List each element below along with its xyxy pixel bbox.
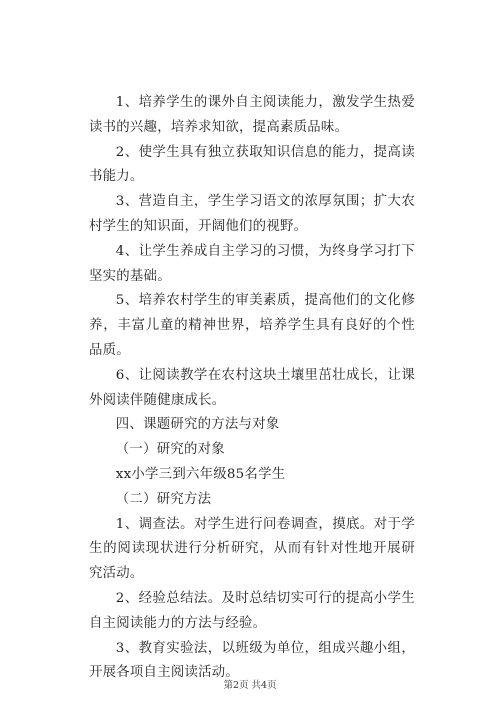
research-subjects-line: xx小学三到六年级85名学生	[115, 466, 286, 482]
subheading-research-methods: （二）研究方法	[115, 491, 212, 507]
method-paragraph-3: 3、教育实验法，以班级为单位，组成兴趣小组，开展各项自主阅读活动。	[89, 640, 415, 681]
goal-paragraph-1: 1、培养学生的课外自主阅读能力，激发学生热爱读书的兴趣，培养求知欲，提高素质品味。	[89, 95, 415, 135]
goal-paragraph-4: 4、让学生养成自主学习的习惯，为终身学习打下坚实的基础。	[89, 243, 415, 284]
goal-paragraph-5: 5、培养农村学生的审美素质，提高他们的文化修养，丰富儿童的精神世界，培养学生具有良好的个性品质。	[89, 293, 415, 358]
goal-paragraph-3: 3、营造自主，学生学习语文的浓厚氛围；扩大农村学生的知识面，开阔他们的视野。	[89, 194, 415, 234]
method-paragraph-2: 2、经验总结法。及时总结切实可行的提高小学生自主阅读能力的方法与经验。	[89, 590, 415, 631]
section-heading: 四、课题研究的方法与对象	[115, 417, 280, 433]
goal-paragraph-2: 2、使学生具有独立获取知识信息的能力，提高读书能力。	[89, 144, 415, 185]
goal-paragraph-6: 6、让阅读教学在农村这块土壤里茁壮成长，让课外阅读伴随健康成长。	[89, 367, 415, 408]
document-body	[89, 91, 415, 686]
method-paragraph-1: 1、调查法。对学生进行问卷调查，摸底。对于学生的阅读现状进行分析研究，从而有针对性地开展研究活动。	[89, 516, 415, 582]
page-number-footer: 第2页 共4页	[223, 680, 277, 691]
subheading-research-subjects: （一）研究的对象	[115, 442, 225, 458]
